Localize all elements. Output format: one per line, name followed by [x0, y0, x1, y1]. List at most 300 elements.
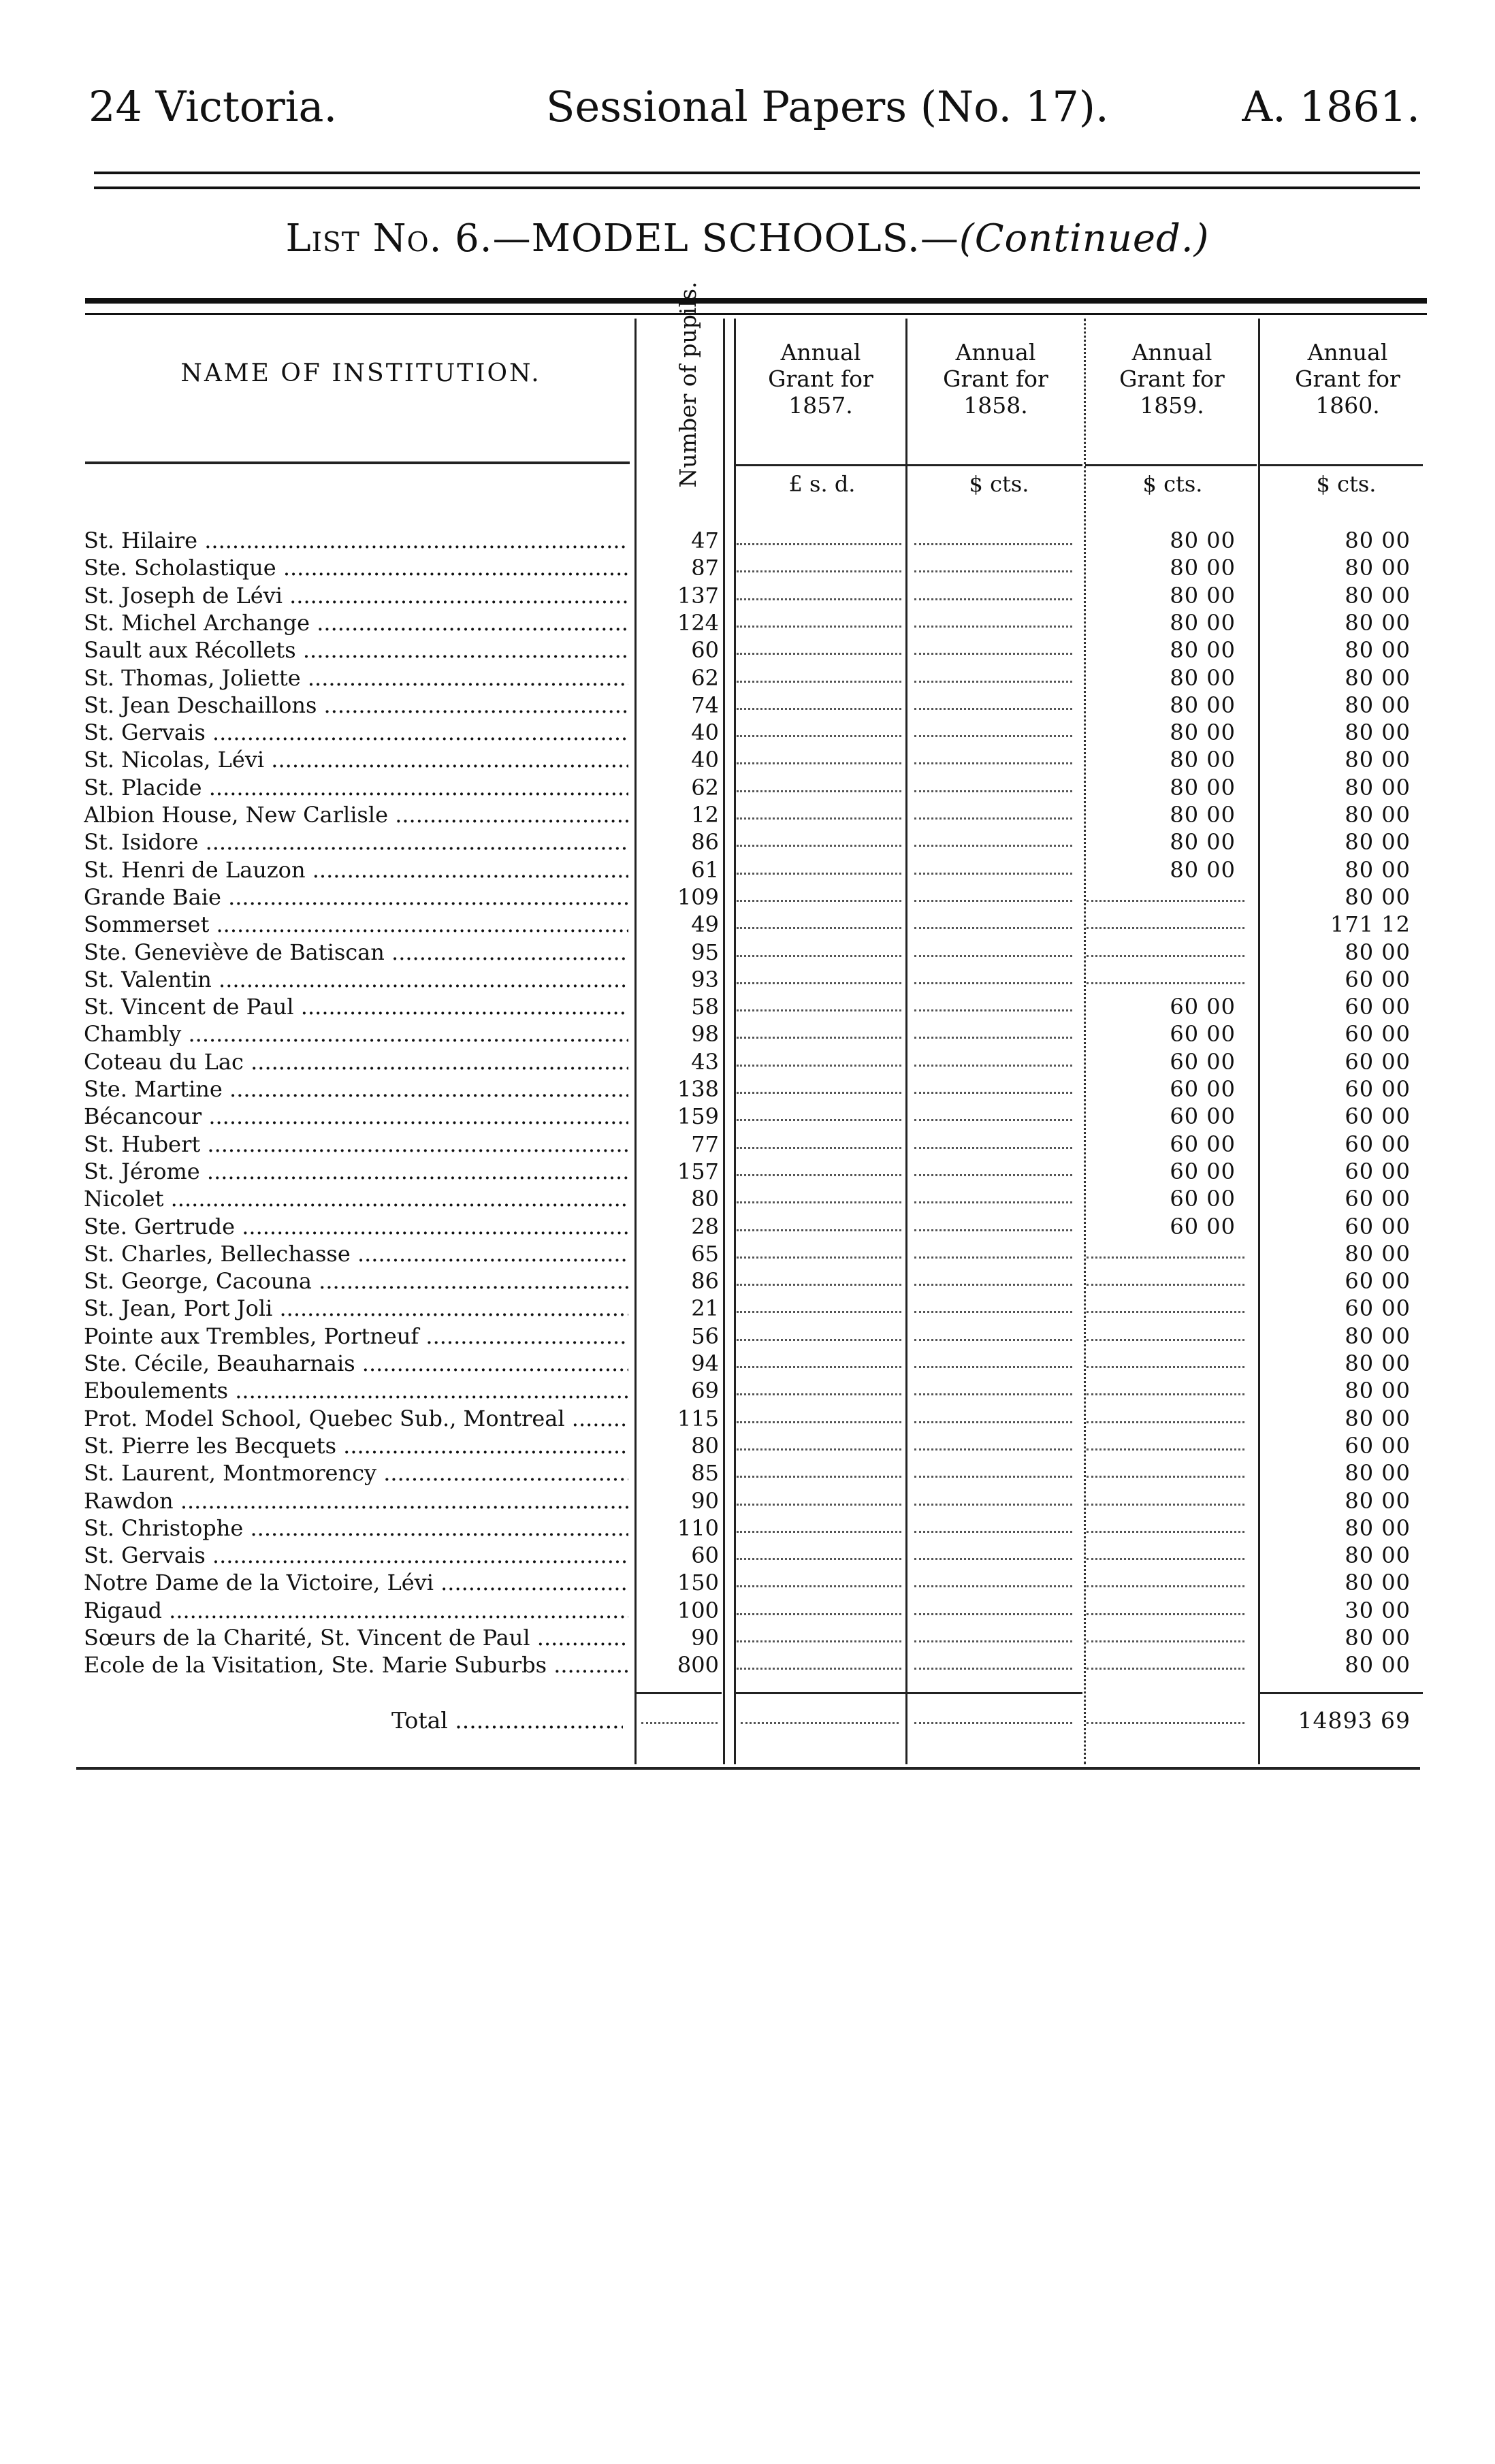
- grant-1857-blank: [737, 1103, 901, 1121]
- table-row: [0, 1350, 1495, 1377]
- pupil-count: 77: [691, 1131, 719, 1157]
- table-row: [0, 1213, 1495, 1240]
- institution-name: Rigaud .....: [84, 1597, 628, 1624]
- grant-1858-blank: [914, 1487, 1072, 1506]
- grant-1857-blank: [737, 554, 901, 572]
- grant-1860-value: 80 00: [1345, 829, 1411, 856]
- pupil-count: 56: [691, 1323, 719, 1349]
- grant-1859-blank: [1087, 1377, 1244, 1395]
- table-row: [0, 801, 1495, 828]
- institution-name: St. Nicolas, Lévi .....: [84, 746, 628, 773]
- grant-1860-value: 80 00: [1345, 528, 1411, 553]
- grant-1859-value: 80 00: [1170, 637, 1236, 664]
- grant-1857-blank: [737, 911, 901, 929]
- table-row: [0, 1075, 1495, 1103]
- header-underline: [1259, 464, 1423, 466]
- header-line: Annual: [1307, 339, 1388, 366]
- table-row: [0, 609, 1495, 636]
- grant-1858-blank: [914, 1267, 1072, 1286]
- grant-1858-blank: [914, 1432, 1072, 1450]
- grant-1860-value: 171 12: [1330, 911, 1411, 938]
- table-row: [0, 1514, 1495, 1542]
- grant-1860-value: 80 00: [1345, 1460, 1411, 1487]
- table-row: [0, 1020, 1495, 1048]
- column-header-grant-1857: [741, 339, 901, 419]
- grant-1858-blank: [914, 1213, 1072, 1231]
- grant-1858-blank: [914, 1569, 1072, 1587]
- grant-1860-value: 80 00: [1345, 719, 1411, 746]
- grant-1858-blank: [914, 1350, 1072, 1368]
- grant-1858-blank: [914, 692, 1072, 710]
- grant-1857-blank: [737, 1651, 901, 1670]
- running-header: [89, 82, 1420, 136]
- grant-1857-blank: [737, 966, 901, 984]
- table-row: [0, 774, 1495, 801]
- grant-1858-blank: [914, 1075, 1072, 1094]
- pupil-count: 28: [691, 1213, 719, 1239]
- grant-1860-value: 80 00: [1345, 1378, 1411, 1404]
- grant-1857-blank: [737, 1542, 901, 1560]
- institution-name: Grande Baie .....: [84, 884, 628, 911]
- header-line: 1858.: [963, 392, 1028, 419]
- pupil-count: 80: [691, 1432, 719, 1459]
- grant-1858-blank: [914, 939, 1072, 957]
- grant-1859-blank: [1087, 1459, 1244, 1478]
- grant-1858-blank: [914, 801, 1072, 820]
- total-rule: [1259, 1692, 1423, 1694]
- grant-1858-blank: [914, 1624, 1072, 1642]
- grant-1860-value: 80 00: [1345, 939, 1411, 965]
- header-line: 1859.: [1140, 392, 1204, 419]
- pupil-count: 86: [691, 829, 719, 856]
- header-line: Annual: [1131, 339, 1212, 366]
- grant-1857-blank: [737, 1405, 901, 1423]
- total-grant-1860: 14893 69: [1298, 1707, 1411, 1734]
- grant-1859-value: 60 00: [1170, 1076, 1236, 1102]
- pupil-count: 58: [691, 994, 719, 1020]
- pupil-count: 138: [677, 1076, 719, 1102]
- institution-name: Nicolet .....: [84, 1185, 628, 1212]
- institution-name: St. Gervais .....: [84, 719, 628, 746]
- institution-name: St. Jean Deschaillons .....: [84, 692, 628, 719]
- grant-1860-value: 60 00: [1345, 1432, 1411, 1459]
- grant-1859-blank: [1087, 1569, 1244, 1587]
- grant-1857-blank: [737, 1213, 901, 1231]
- grant-1859-value: 80 00: [1170, 692, 1236, 718]
- grant-1860-value: 80 00: [1345, 1405, 1411, 1431]
- grant-1857-blank: [737, 1075, 901, 1094]
- grant-1859-blank: [1087, 884, 1244, 902]
- table-row: [0, 1432, 1495, 1459]
- institution-name: St. Laurent, Montmorency .....: [84, 1459, 628, 1487]
- pupil-count: 61: [691, 856, 719, 883]
- grant-1859-value: 60 00: [1170, 1103, 1236, 1130]
- grant-1858-blank: [914, 1459, 1072, 1478]
- grant-1860-value: 60 00: [1345, 1268, 1411, 1295]
- grant-1858-blank: [914, 1240, 1072, 1259]
- grant-1857-blank: [737, 856, 901, 875]
- table-row: [0, 1651, 1495, 1679]
- grant-1859-value: 80 00: [1170, 528, 1236, 553]
- grant-1859-blank: [1087, 1295, 1244, 1313]
- grant-1857-blank: [737, 1624, 901, 1642]
- grant-1860-value: 80 00: [1345, 664, 1411, 691]
- grant-1857-blank: [737, 664, 901, 683]
- grant-1858-blank: [914, 719, 1072, 737]
- institution-name: St. Henri de Lauzon .....: [84, 856, 628, 884]
- grant-1859-value: 80 00: [1170, 609, 1236, 636]
- pupil-count: 47: [691, 528, 719, 553]
- grant-1859-blank: [1087, 1487, 1244, 1506]
- table-row: [0, 1240, 1495, 1267]
- institution-name: Sault aux Récollets .....: [84, 636, 628, 664]
- column-header-grant-1858: [916, 339, 1076, 419]
- table-row: [0, 993, 1495, 1020]
- grant-1857-blank: [737, 1514, 901, 1533]
- grant-1857-blank: [737, 527, 901, 545]
- pupil-count: 157: [677, 1158, 719, 1184]
- pupil-count: 95: [691, 939, 719, 965]
- grant-1857-blank: [737, 1597, 901, 1615]
- table-top-rule: [85, 298, 1427, 315]
- grant-1857-blank: [737, 1295, 901, 1313]
- pupil-count: 12: [691, 802, 719, 828]
- institution-name: St. Joseph de Lévi .....: [84, 582, 628, 609]
- grant-1860-value: 80 00: [1345, 747, 1411, 773]
- institution-name: Rawdon .....: [84, 1487, 628, 1514]
- grant-1860-value: 60 00: [1345, 966, 1411, 992]
- grant-1857-blank: [737, 1432, 901, 1450]
- grant-1858-blank: [914, 1103, 1072, 1121]
- grant-1859-value: 80 00: [1170, 774, 1236, 800]
- title-main: —MODEL SCHOOLS.—: [492, 216, 959, 261]
- grant-1857-blank: [737, 828, 901, 847]
- institution-name: Coteau du Lac .....: [84, 1048, 628, 1075]
- institution-name: St. Charles, Bellechasse .....: [84, 1240, 628, 1267]
- header-year: A. 1861.: [1242, 82, 1420, 131]
- grant-1859-value: 60 00: [1170, 1021, 1236, 1048]
- grant-1860-value: 80 00: [1345, 582, 1411, 609]
- grant-1860-value: 60 00: [1345, 1048, 1411, 1075]
- grant-1858-blank: [914, 774, 1072, 792]
- grant-1858-blank: [914, 993, 1072, 1011]
- table-row: [0, 1377, 1495, 1404]
- total-label: Total .....: [391, 1706, 623, 1736]
- grant-1859-blank: [1087, 1514, 1244, 1533]
- pupil-count: 65: [691, 1240, 719, 1267]
- grant-1857-blank: [737, 993, 901, 1011]
- grant-1859-blank: [1087, 966, 1244, 984]
- pupil-count: 110: [677, 1514, 719, 1541]
- grant-1858-blank: [914, 966, 1072, 984]
- table-row: [0, 1158, 1495, 1185]
- institution-name: Ecole de la Visitation, Ste. Marie Suburbs .....: [84, 1651, 628, 1679]
- grant-1859-blank: [1087, 1624, 1244, 1642]
- grant-1860-value: 80 00: [1345, 555, 1411, 581]
- column-header-pupils: [651, 281, 726, 488]
- header-underline: [735, 464, 905, 466]
- grant-1860-value: 60 00: [1345, 1021, 1411, 1048]
- grant-1858-blank: [914, 1295, 1072, 1313]
- institution-name: St. Christophe .....: [84, 1514, 628, 1542]
- header-underline: [85, 461, 630, 464]
- grant-1857-blank: [737, 1569, 901, 1587]
- institution-name: St. Thomas, Joliette .....: [84, 664, 628, 692]
- institution-name: St. Placide .....: [84, 774, 628, 801]
- pupil-count: 137: [677, 582, 719, 609]
- grant-1858-blank: [914, 856, 1072, 875]
- unit-label-1860: $ cts.: [1316, 471, 1377, 497]
- pupil-count: 21: [691, 1295, 719, 1322]
- total-blank-1859: [1087, 1706, 1244, 1724]
- grant-1857-blank: [737, 1323, 901, 1341]
- grant-1859-blank: [1087, 939, 1244, 957]
- table-row: [0, 966, 1495, 993]
- grant-1858-blank: [914, 636, 1072, 655]
- page-title: [0, 216, 1495, 261]
- grant-1858-blank: [914, 664, 1072, 683]
- grant-1857-blank: [737, 582, 901, 600]
- grant-1857-blank: [737, 636, 901, 655]
- table-row: [0, 554, 1495, 581]
- pupil-count: 98: [691, 1021, 719, 1048]
- grant-1857-blank: [737, 1459, 901, 1478]
- table-row: [0, 746, 1495, 773]
- pupil-count: 69: [691, 1378, 719, 1404]
- institution-name: St. Jean, Port Joli .....: [84, 1295, 628, 1322]
- table-row: [0, 1487, 1495, 1514]
- table-row: [0, 636, 1495, 664]
- total-rule: [735, 1692, 905, 1694]
- grant-1859-value: 80 00: [1170, 582, 1236, 609]
- column-header-grant-1859: [1092, 339, 1252, 419]
- grant-1857-blank: [737, 884, 901, 902]
- grant-1860-value: 30 00: [1345, 1597, 1411, 1623]
- grant-1858-blank: [914, 609, 1072, 628]
- grant-1857-blank: [737, 1267, 901, 1286]
- grant-1858-blank: [914, 1542, 1072, 1560]
- table-row: [0, 1542, 1495, 1569]
- table-row: [0, 1295, 1495, 1322]
- grant-1857-blank: [737, 1048, 901, 1067]
- table-row: [0, 719, 1495, 746]
- grant-1860-value: 80 00: [1345, 1350, 1411, 1376]
- header-double-rule: [94, 172, 1420, 189]
- grant-1860-value: 80 00: [1345, 637, 1411, 664]
- table-row: [0, 664, 1495, 692]
- total-blank-pupils: [641, 1706, 718, 1724]
- institution-name: St. Vincent de Paul .....: [84, 993, 628, 1020]
- grant-1860-value: 80 00: [1345, 1514, 1411, 1541]
- pupil-count: 115: [677, 1405, 719, 1431]
- grant-1860-value: 60 00: [1345, 1103, 1411, 1130]
- grant-1857-blank: [737, 1487, 901, 1506]
- grant-1859-blank: [1087, 1267, 1244, 1286]
- grant-1858-blank: [914, 554, 1072, 572]
- header-line: Grant for: [1119, 366, 1225, 392]
- grant-1860-value: 60 00: [1345, 1213, 1411, 1239]
- header-line: Grant for: [943, 366, 1048, 392]
- unit-label-1859: $ cts.: [1142, 471, 1203, 497]
- institution-name: Ste. Geneviève de Batiscan .....: [84, 939, 628, 966]
- pupil-count: 90: [691, 1625, 719, 1651]
- grant-1859-blank: [1087, 1350, 1244, 1368]
- grant-1860-value: 80 00: [1345, 1487, 1411, 1514]
- grant-1859-value: 80 00: [1170, 747, 1236, 773]
- grant-1858-blank: [914, 884, 1072, 902]
- grant-1859-value: 60 00: [1170, 1048, 1236, 1075]
- grant-1859-blank: [1087, 1651, 1244, 1670]
- institution-name: Ste. Martine .....: [84, 1075, 628, 1103]
- total-blank-1857: [741, 1706, 899, 1724]
- grant-1859-value: 80 00: [1170, 555, 1236, 581]
- grant-1860-value: 60 00: [1345, 1158, 1411, 1184]
- grant-1857-blank: [737, 1185, 901, 1203]
- column-header-pupils-label: Number of pupils.: [675, 281, 701, 488]
- table-row: [0, 1597, 1495, 1624]
- table-row: [0, 1405, 1495, 1432]
- grant-1859-blank: [1087, 1432, 1244, 1450]
- grant-1858-blank: [914, 1405, 1072, 1423]
- grant-1860-value: 60 00: [1345, 1295, 1411, 1322]
- grant-1860-value: 80 00: [1345, 856, 1411, 883]
- grant-1859-value: 80 00: [1170, 719, 1236, 746]
- pupil-count: 109: [677, 884, 719, 910]
- total-rule: [907, 1692, 1082, 1694]
- pupil-count: 800: [677, 1652, 719, 1679]
- grant-1858-blank: [914, 1597, 1072, 1615]
- grant-1858-blank: [914, 746, 1072, 764]
- grant-1860-value: 80 00: [1345, 1542, 1411, 1569]
- grant-1858-blank: [914, 1323, 1072, 1341]
- grant-1859-value: 60 00: [1170, 994, 1236, 1020]
- grant-1857-blank: [737, 719, 901, 737]
- grant-1859-value: 60 00: [1170, 1158, 1236, 1184]
- grant-1859-value: 60 00: [1170, 1213, 1236, 1239]
- pupil-count: 86: [691, 1268, 719, 1295]
- pupil-count: 49: [691, 911, 719, 938]
- institution-name: Albion House, New Carlisle .....: [84, 801, 628, 828]
- pupil-count: 85: [691, 1460, 719, 1487]
- grant-1857-blank: [737, 692, 901, 710]
- pupil-count: 74: [691, 692, 719, 718]
- grant-1860-value: 60 00: [1345, 994, 1411, 1020]
- grant-1860-value: 80 00: [1345, 609, 1411, 636]
- grant-1857-blank: [737, 1377, 901, 1395]
- table-row: [0, 856, 1495, 884]
- pupil-count: 62: [691, 664, 719, 691]
- table-row: [0, 582, 1495, 609]
- pupil-count: 40: [691, 747, 719, 773]
- institution-name: St. Valentin .....: [84, 966, 628, 993]
- grant-1859-blank: [1087, 1542, 1244, 1560]
- pupil-count: 80: [691, 1186, 719, 1212]
- pupil-count: 60: [691, 637, 719, 664]
- grant-1857-blank: [737, 1131, 901, 1149]
- header-line: 1857.: [788, 392, 853, 419]
- institution-name: St. Hilaire .....: [84, 527, 628, 554]
- institution-name: Ste. Gertrude .....: [84, 1213, 628, 1240]
- institution-name: St. Pierre les Becquets .....: [84, 1432, 628, 1459]
- institution-name: Sommerset .....: [84, 911, 628, 938]
- institution-name: Eboulements .....: [84, 1377, 628, 1404]
- institution-name: St. George, Cacouna .....: [84, 1267, 628, 1295]
- grant-1857-blank: [737, 801, 901, 820]
- header-line: Annual: [780, 339, 861, 366]
- grant-1857-blank: [737, 939, 901, 957]
- grant-1860-value: 80 00: [1345, 1240, 1411, 1267]
- institution-name: Ste. Scholastique .....: [84, 554, 628, 581]
- table-row: [0, 1459, 1495, 1487]
- table-row: [0, 1323, 1495, 1350]
- grant-1858-blank: [914, 1048, 1072, 1067]
- institution-name: St. Jérome .....: [84, 1158, 628, 1185]
- grant-1858-blank: [914, 911, 1072, 929]
- title-list-number: List No. 6.: [285, 216, 493, 261]
- grant-1857-blank: [737, 1240, 901, 1259]
- grant-1858-blank: [914, 582, 1072, 600]
- grant-1858-blank: [914, 527, 1072, 545]
- grant-1859-value: 60 00: [1170, 1131, 1236, 1157]
- table-row: [0, 939, 1495, 966]
- institution-name: St. Michel Archange .....: [84, 609, 628, 636]
- table-row: [0, 1569, 1495, 1596]
- table-bottom-rule: [76, 1767, 1420, 1770]
- institution-name: Ste. Cécile, Beauharnais .....: [84, 1350, 628, 1377]
- table-row: [0, 1624, 1495, 1651]
- table-row: [0, 1103, 1495, 1130]
- grant-1859-blank: [1087, 1240, 1244, 1259]
- grant-1858-blank: [914, 1158, 1072, 1176]
- pupil-count: 159: [677, 1103, 719, 1130]
- grant-1859-value: 80 00: [1170, 664, 1236, 691]
- header-line: 1860.: [1315, 392, 1380, 419]
- grant-1860-value: 60 00: [1345, 1076, 1411, 1102]
- grant-1858-blank: [914, 1020, 1072, 1039]
- pupil-count: 100: [677, 1597, 719, 1623]
- table-row: [0, 692, 1495, 719]
- institution-name: Pointe aux Trembles, Portneuf .....: [84, 1323, 628, 1350]
- table-row: [0, 828, 1495, 856]
- table-row: [0, 1048, 1495, 1075]
- institution-name: St. Hubert .....: [84, 1131, 628, 1158]
- unit-label-1858: $ cts.: [969, 471, 1029, 497]
- table-row: [0, 911, 1495, 938]
- institution-name: St. Gervais .....: [84, 1542, 628, 1569]
- header-line: Grant for: [768, 366, 873, 392]
- pupil-count: 62: [691, 774, 719, 800]
- grant-1859-value: 60 00: [1170, 1186, 1236, 1212]
- pupil-count: 60: [691, 1542, 719, 1569]
- total-blank-1858: [914, 1706, 1072, 1724]
- grant-1860-value: 80 00: [1345, 774, 1411, 800]
- grant-1857-blank: [737, 609, 901, 628]
- grant-1858-blank: [914, 1651, 1072, 1670]
- pupil-count: 87: [691, 555, 719, 581]
- grant-1860-value: 80 00: [1345, 1625, 1411, 1651]
- grant-1859-value: 80 00: [1170, 802, 1236, 828]
- unit-label-1857: £ s. d.: [788, 471, 856, 497]
- column-header-institution: NAME OF INSTITUTION.: [180, 359, 541, 387]
- header-line: Annual: [955, 339, 1036, 366]
- institution-name: Notre Dame de la Victoire, Lévi .....: [84, 1569, 628, 1596]
- grant-1860-value: 80 00: [1345, 884, 1411, 910]
- grant-1859-value: 80 00: [1170, 856, 1236, 883]
- pupil-count: 43: [691, 1048, 719, 1075]
- grant-1857-blank: [737, 746, 901, 764]
- table-row: [0, 1131, 1495, 1158]
- total-row: [0, 1706, 1495, 1736]
